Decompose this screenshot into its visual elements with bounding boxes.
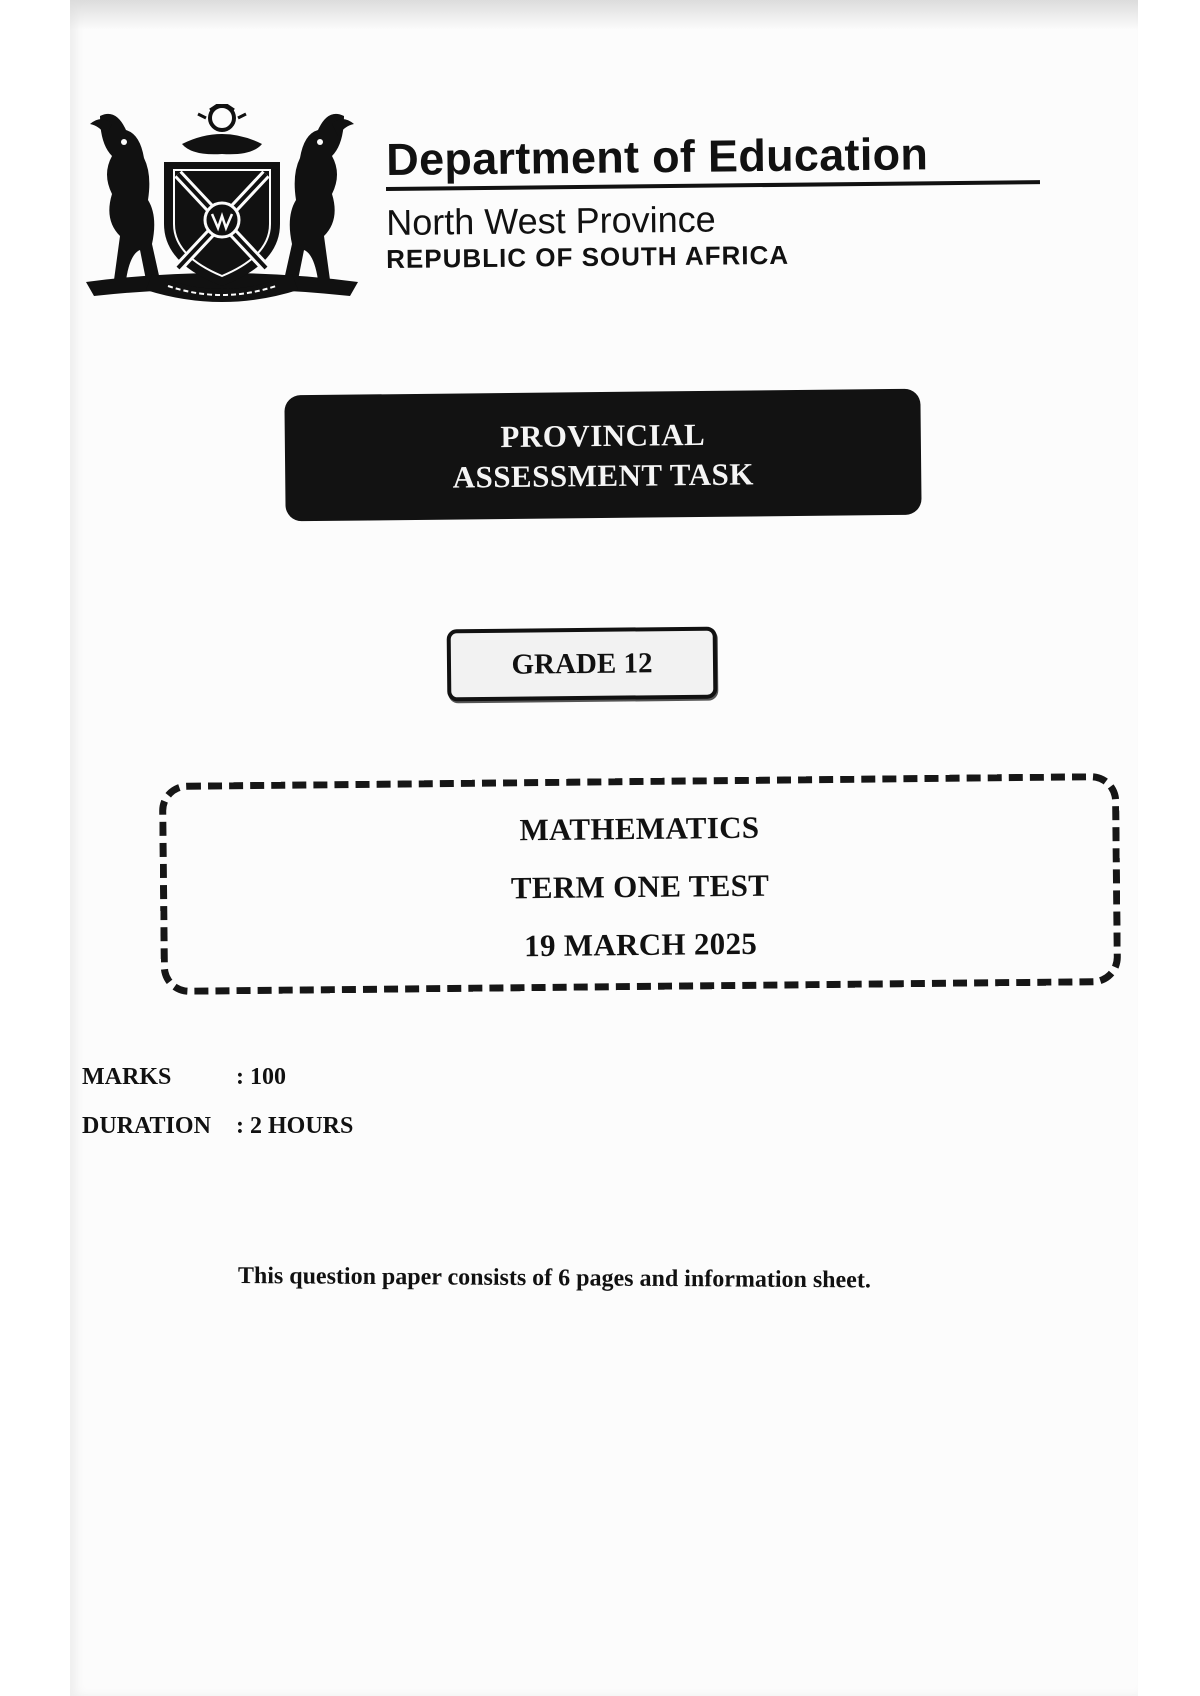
paper-info-note: This question paper consists of 6 pages and information sheet.: [237, 1263, 871, 1294]
duration-row: [82, 1113, 353, 1140]
page-top-shadow: [70, 0, 1138, 30]
department-title: Department of Education: [386, 128, 929, 185]
grade-box: GRADE 12: [447, 627, 718, 702]
page-left-margin: [0, 0, 70, 1696]
test-name: TERM ONE TEST: [510, 867, 770, 906]
province-name: North West Province: [386, 198, 716, 243]
assessment-banner: [284, 389, 921, 522]
marks-label: MARKS: [82, 1064, 172, 1090]
subject-box: [159, 773, 1121, 995]
marks-value: : 100: [236, 1064, 286, 1090]
duration-label: DURATION: [82, 1113, 211, 1139]
banner-line-1: PROVINCIAL: [500, 416, 706, 455]
duration-value: : 2 HOURS: [236, 1113, 354, 1139]
coat-of-arms-icon: [82, 104, 362, 314]
page-right-margin: [1138, 0, 1200, 1696]
subject-name: MATHEMATICS: [519, 809, 760, 848]
marks-row: [82, 1064, 286, 1091]
banner-line-2: ASSESSMENT TASK: [452, 456, 755, 495]
test-date: 19 MARCH 2025: [523, 925, 758, 964]
republic-name: REPUBLIC OF SOUTH AFRICA: [386, 239, 790, 274]
